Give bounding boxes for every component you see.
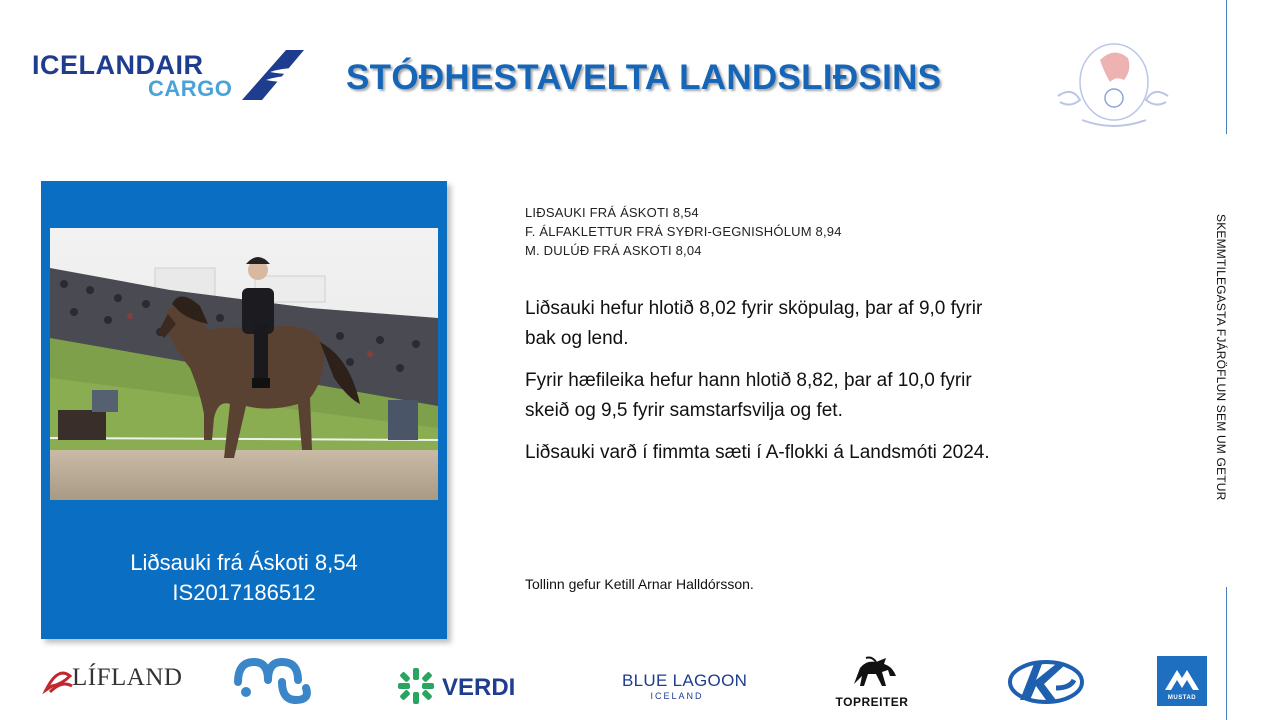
mustad-box (1157, 656, 1207, 706)
ms-logo (234, 656, 314, 708)
pedigree-mother: M. DULÚÐ FRÁ ASKOTI 8,04 (525, 243, 702, 258)
horse-photo (50, 228, 438, 500)
icelandair-wing-icon (240, 46, 306, 102)
verdi-logo (396, 666, 526, 706)
pedigree-name: LIÐSAUKI FRÁ ÁSKOTI 8,54 (525, 205, 699, 220)
ms-emblem-icon (234, 656, 314, 708)
page-title: STÓÐHESTAVELTA LANDSLIÐSINS (346, 58, 942, 97)
logo-word: ICELANDAIR (32, 50, 204, 80)
mustad-mountain-icon (1157, 660, 1207, 696)
mustad-text: MUSTAD (1167, 695, 1197, 701)
horse-panel (41, 181, 447, 639)
horse-caption-name: Liðsauki frá Áskoti 8,54 (130, 550, 358, 575)
mustad-logo (1157, 656, 1207, 706)
blue-lagoon-text: BLUE LAGOON (622, 671, 748, 690)
landssamband-seal-logo (1052, 36, 1174, 133)
description-conformation: Liðsauki hefur hlotið 8,02 fyrir sköpulag, þar af 9,0 fyrir bak og lend. (525, 298, 983, 349)
lifland-text: LÍFLAND (72, 664, 183, 691)
verdi-text: VERDI (442, 674, 516, 701)
right-divider-bottom (1226, 587, 1227, 720)
blue-lagoon-sub: ICELAND (650, 691, 704, 701)
description-ability: Fyrir hæfileika hefur hann hlotið 8,82, þar af 10,0 fyrir skeið og 9,5 fyrir samstarfsvilja og fet. (525, 370, 972, 421)
pedigree-block (525, 203, 842, 260)
ks-emblem-icon (1000, 658, 1086, 708)
lifland-logo (42, 662, 182, 698)
topreiter-text: TOPREITER (835, 695, 909, 709)
blue-lagoon-logo (622, 671, 748, 705)
horse-rider-image (50, 228, 438, 500)
verdi-star-icon (396, 666, 436, 706)
topreiter-logo (826, 654, 918, 709)
logo-cargo: CARGO (148, 76, 233, 101)
lifland-emblem-icon (42, 662, 74, 696)
horse-caption-id: IS2017186512 (172, 580, 316, 605)
right-divider-top (1226, 0, 1227, 134)
donor-credit: Tollinn gefur Ketill Arnar Halldórsson. (525, 576, 754, 592)
description-block (525, 294, 995, 480)
pedigree-father: F. ÁLFAKLETTUR FRÁ SYÐRI-GEGNISHÓLUM 8,94 (525, 224, 842, 239)
ks-logo (1000, 658, 1086, 708)
topreiter-horse-icon (826, 654, 918, 690)
description-result: Liðsauki varð í fimmta sæti í A-flokki á Landsmóti 2024. (525, 442, 990, 463)
icelandair-cargo-logo (30, 44, 310, 104)
side-slogan: SKEMMTILEGASTA FJÁRÖFLUN SEM UM GETUR (1214, 214, 1228, 501)
seal-emblem-icon (1052, 36, 1174, 128)
